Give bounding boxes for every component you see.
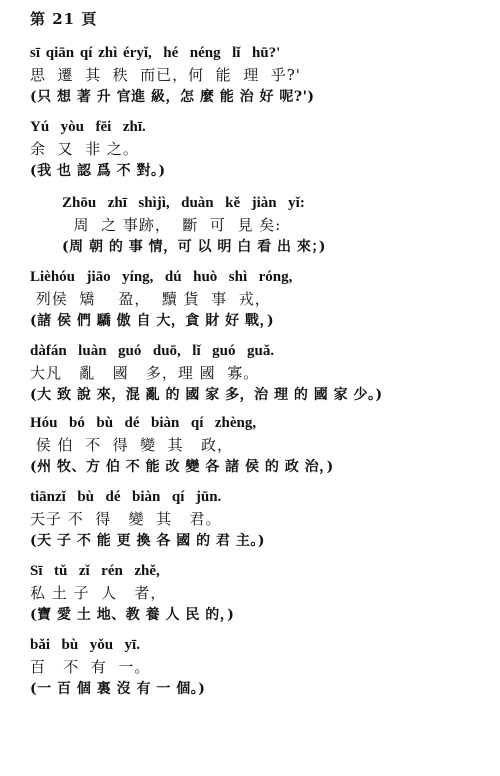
verse-block (30, 634, 205, 700)
chinese-line: 百 不 有 一。 (30, 658, 151, 676)
chinese-line: 大凡 亂 國 多，理 國 寡。 (30, 364, 260, 382)
translation-line: (周 朝 的 事 情，可 以 明 白 看 出 來；) (62, 239, 326, 255)
pinyin-line: Hóu bó bù dé biàn qí zhèng, (30, 415, 257, 431)
translation-line: (只 想 著 升 官進 級，怎 麼 能 治 好 呢?') (30, 89, 315, 105)
translation-line: (諸 侯 們 驕 傲 自 大，貪 財 好 戰，) (30, 313, 275, 329)
translation-line: (大 致 說 來，混 亂 的 國 家 多，治 理 的 國 家 少。) (30, 387, 383, 403)
pinyin-line: dàfán luàn guó duō, lǐ guó guǎ. (30, 343, 275, 359)
translation-line: (州 牧、方 伯 不 能 改 變 各 諸 侯 的 政 治，) (30, 459, 334, 475)
verse-block (30, 266, 292, 332)
pinyin-line: Sī tǔ zǐ rén zhě, (30, 563, 160, 579)
translation-line: (我 也 認 爲 不 對。) (30, 163, 166, 179)
chinese-line: 列侯 矯 盈， 黷 貨 事 戎， (30, 290, 271, 308)
page-title: 第 21 頁 (30, 10, 98, 28)
translation-line: (一 百 個 裏 沒 有 一 個。) (30, 681, 206, 697)
chinese-line: 私 土 子 人 者， (30, 584, 167, 602)
chinese-line: 天子 不 得 變 其 君。 (30, 510, 222, 528)
verse-block (30, 486, 265, 552)
chinese-line: 侯 伯 不 得 變 其 政， (30, 436, 233, 454)
translation-line: (天 子 不 能 更 換 各 國 的 君 主。) (30, 533, 265, 549)
chinese-line: 思 遷 其 秩 而已，何 能 理 乎?' (30, 66, 301, 84)
pinyin-line: Zhōu zhī shìjì, duàn kě jiàn yǐ: (62, 195, 305, 211)
pinyin-line: sī qiān qí zhì éryǐ, hé néng lǐ hū?' (30, 45, 281, 61)
verse-block (30, 340, 383, 406)
chinese-line: 周 之 事跡， 斷 可 見 矣: (62, 216, 282, 234)
pinyin-line: tiānzǐ bù dé biàn qí jūn. (30, 489, 222, 505)
verse-block (62, 192, 326, 258)
verse-block (30, 412, 334, 478)
verse-block (30, 116, 166, 182)
verse-block (30, 42, 314, 108)
translation-line: (寶 愛 土 地、教 養 人 民 的，) (30, 607, 235, 623)
pinyin-line: Yú yòu fēi zhī. (30, 119, 146, 135)
verse-block (30, 560, 234, 626)
pinyin-line: bǎi bù yǒu yī. (30, 637, 140, 653)
pinyin-line: Lièhóu jiāo yíng, dú huò shì róng, (30, 269, 293, 285)
chinese-line: 余 又 非 之。 (30, 140, 139, 158)
